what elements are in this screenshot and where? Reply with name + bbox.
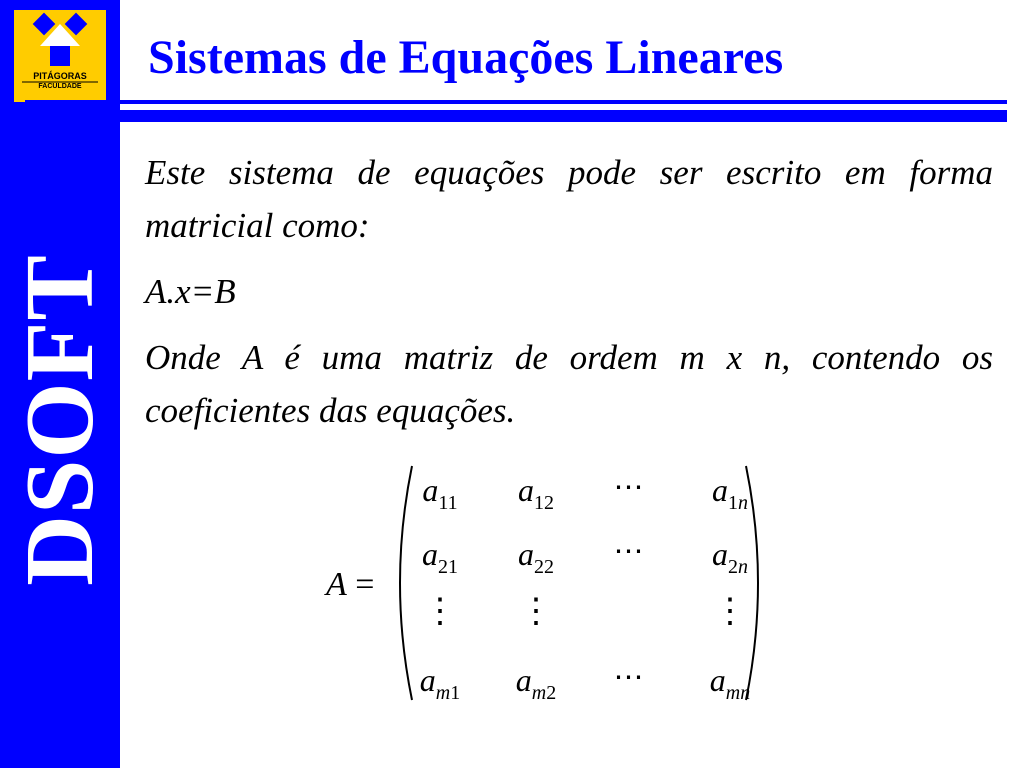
body-equation: A.x=B: [145, 272, 236, 311]
body-paragraph-definition: Onde A é uma matriz de ordem m x n, contendo os coeficientes das equações.: [145, 338, 993, 430]
title-divider-thick: [25, 110, 1007, 122]
matrix-horizontal-ellipsis: ⋯: [613, 535, 647, 568]
slide-title: Sistemas de Equações Lineares: [148, 31, 784, 84]
coefficient-matrix: [320, 458, 770, 708]
matrix-entry: $a_{m2}$: [515, 662, 557, 704]
slide-body: [145, 146, 993, 450]
matrix-entry: $a_{22}$: [518, 536, 554, 578]
matrix-horizontal-ellipsis: ⋯: [613, 661, 647, 694]
sidebar-brand: DSOFT: [6, 254, 114, 586]
body-paragraph-intro: Este sistema de equações pode ser escrito em forma matricial como:: [145, 153, 993, 245]
title-divider-thin: [25, 100, 1007, 104]
logo-line1: PITÁGORAS: [33, 71, 87, 81]
matrix-entry: $a_{2n}$: [712, 536, 748, 578]
faculdade-pitagoras-logo: [14, 10, 106, 102]
matrix-vertical-ellipsis: ⋮: [713, 593, 747, 630]
matrix-entry: $a_{21}$: [422, 536, 458, 578]
matrix-horizontal-ellipsis: ⋯: [613, 471, 647, 504]
matrix-entry: $a_{12}$: [518, 472, 554, 514]
matrix-entry: $a_{1n}$: [712, 472, 748, 514]
matrix-entry: $a_{11}$: [422, 472, 458, 514]
matrix-vertical-ellipsis: ⋮: [519, 593, 553, 630]
matrix-entry: $a_{mn}$: [709, 662, 751, 704]
equals-sign: =: [355, 566, 375, 603]
matrix-name: A: [326, 566, 347, 603]
logo-line2: FACULDADE: [38, 83, 82, 90]
matrix-label: [326, 566, 374, 604]
matrix-vertical-ellipsis: ⋮: [423, 593, 457, 630]
matrix-entry: $a_{m1}$: [419, 662, 461, 704]
